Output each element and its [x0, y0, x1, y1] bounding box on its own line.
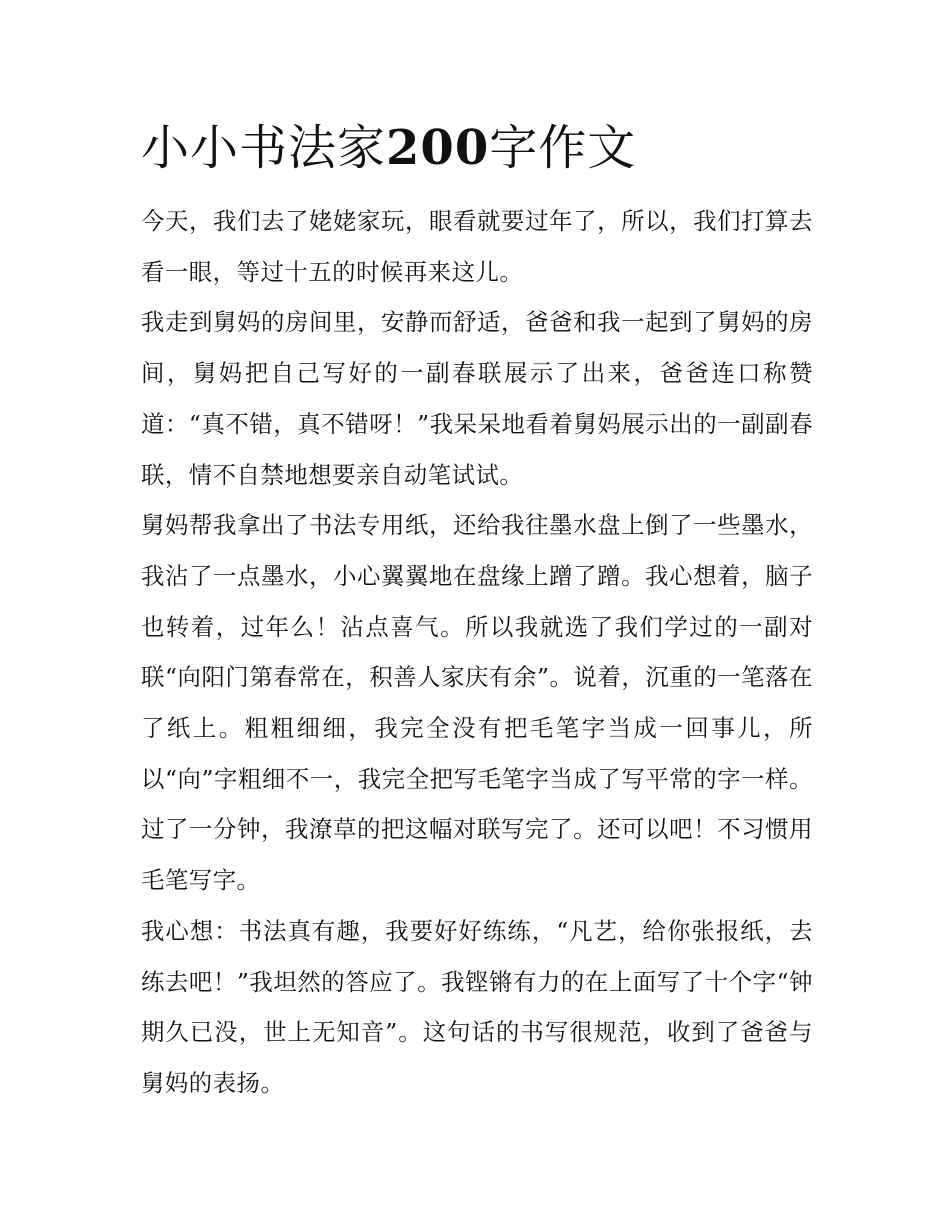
- document-page: [141, 112, 813, 1109]
- paragraph-1: 今天，我们去了姥姥家玩，眼看就要过年了，所以，我们打算去看一眼，等过十五的时候再来这儿。: [141, 207, 813, 286]
- paragraph-3: 舅妈帮我拿出了书法专用纸，还给我往墨水盘上倒了一些墨水，我沾了一点墨水，小心翼翼地在盘缘上蹭了蹭。我心想着，脑子也转着，过年么！沾点喜气。所以我就选了我们学过的一副对联“向阳门第春常在，积善人家庆有余”。说着，沉重的一笔落在了纸上。粗粗细细，我完全没有把毛笔字当成一回事儿，所以“向”字粗细不一，我完全把写毛笔字当成了写平常的字一样。过了一分钟，我潦草的把这幅对联写完了。还可以吧！不习惯用毛笔写字。: [141, 511, 813, 895]
- paragraph-2: 我走到舅妈的房间里，安静而舒适，爸爸和我一起到了舅妈的房间，舅妈把自己写好的一副春联展示了出来，爸爸连口称赞道：“真不错，真不错呀！”我呆呆地看着舅妈展示出的一副副春联，情不自禁地想要亲自动笔试试。: [141, 308, 813, 489]
- page-title: [141, 112, 813, 184]
- title-number: 200: [386, 120, 490, 176]
- title-prefix: 小小书法家: [141, 120, 387, 176]
- title-suffix: 字作文: [489, 120, 637, 176]
- paragraph-4: 我心想：书法真有趣，我要好好练练，“凡艺，给你张报纸，去练去吧！”我坦然的答应了。我铿锵有力的在上面写了十个字“钟期久已没，世上无知音”。这句话的书写很规范，收到了爸爸与舅妈的表扬。: [141, 916, 813, 1097]
